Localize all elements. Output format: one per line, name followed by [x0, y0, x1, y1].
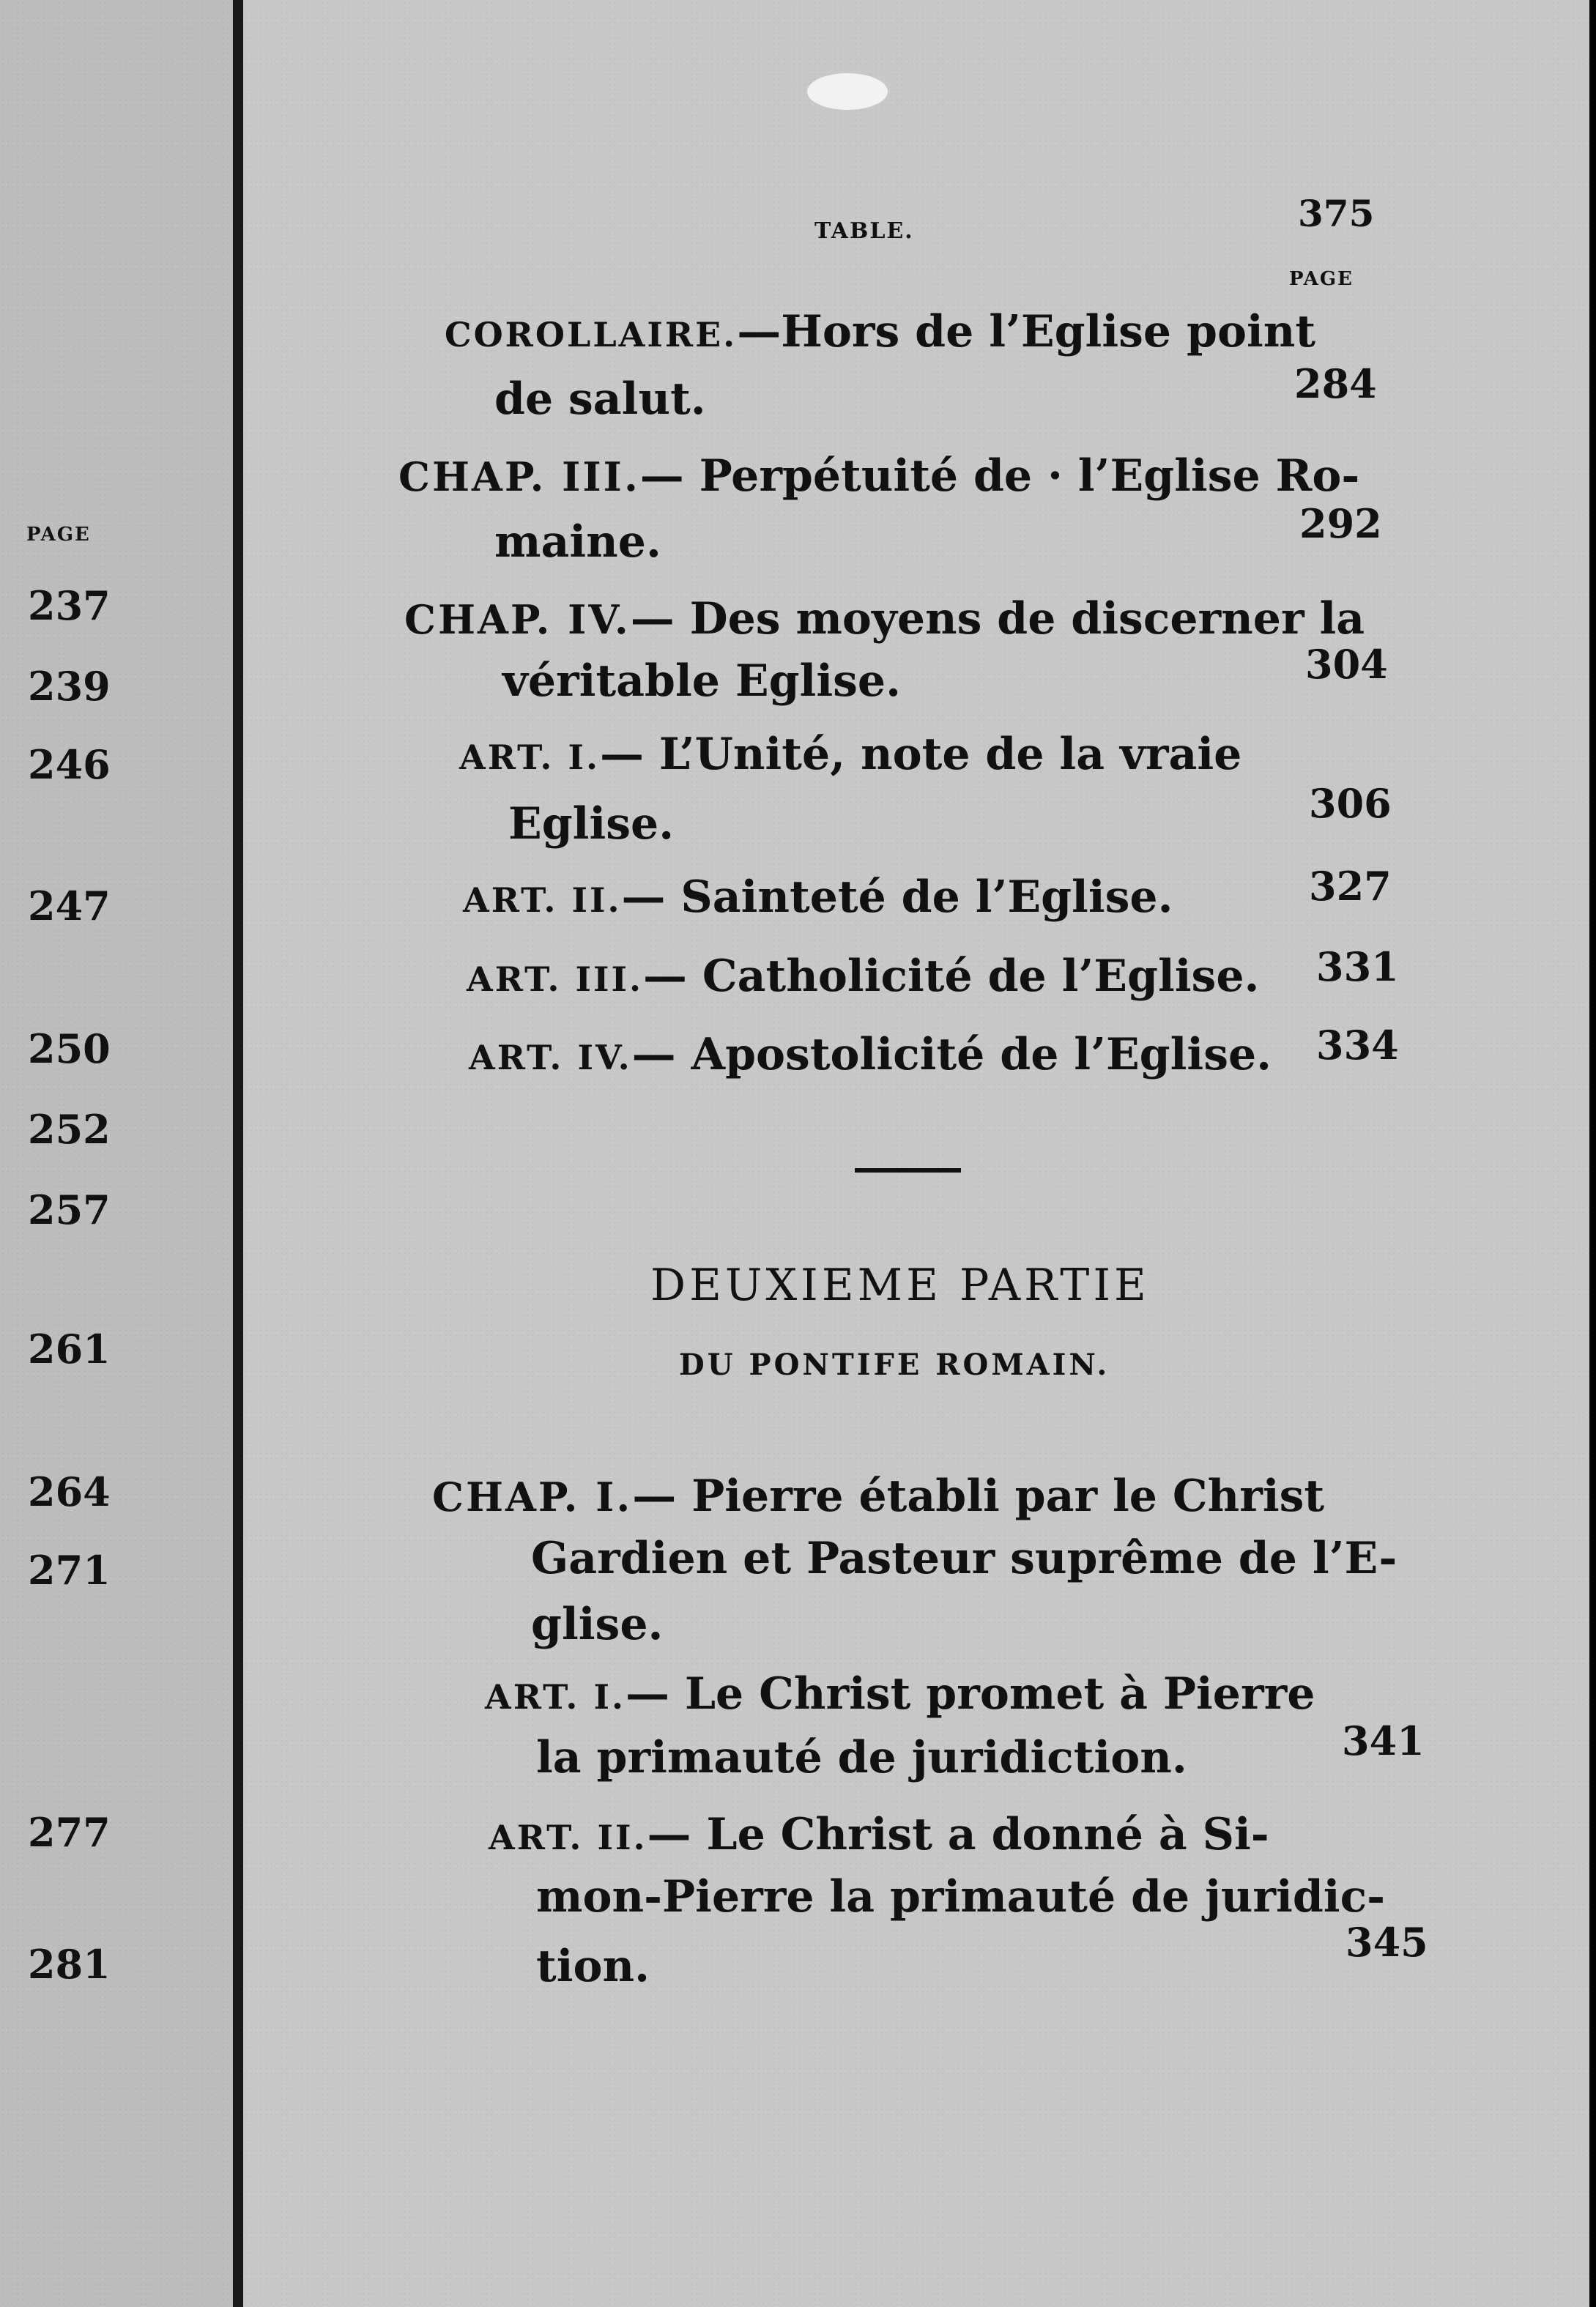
entry-title-continued: véritable Eglise.: [502, 655, 901, 707]
page-number: 375: [1298, 192, 1375, 235]
entry-page-number: 327: [1309, 863, 1392, 910]
part-heading: DEUXIEME PARTIE: [650, 1260, 1150, 1311]
toc-entry: [463, 872, 1173, 923]
left-page-number: 239: [28, 663, 111, 710]
part-subheading: DU PONTIFE ROMAIN.: [679, 1348, 1110, 1382]
left-page-number: 277: [28, 1809, 111, 1856]
toc-entry: [404, 593, 1365, 644]
entry-page-number: 284: [1294, 360, 1377, 407]
paper-blemish: [807, 73, 888, 110]
entry-lead: ART. II.: [463, 880, 622, 920]
entry-lead: CHAP. I.: [432, 1474, 633, 1520]
running-title: TABLE.: [814, 218, 914, 244]
toc-entry: [459, 729, 1241, 780]
left-page-number: 264: [28, 1468, 111, 1515]
entry-lead: ART. IV.: [469, 1038, 632, 1077]
entry-page-number: 304: [1305, 641, 1388, 688]
entry-title: — L’Unité, note de la vraie: [599, 729, 1242, 780]
left-page-number: 281: [28, 1941, 111, 1988]
entry-lead: ART. III.: [467, 959, 644, 999]
left-page-number: 271: [28, 1547, 111, 1594]
left-page-number: 246: [28, 741, 111, 788]
left-page-label: PAGE: [26, 524, 91, 546]
entry-lead: CHAP. IV.: [404, 596, 631, 643]
left-page-number: 257: [28, 1186, 111, 1233]
entry-title: — Sainteté de l’Eglise.: [621, 872, 1173, 923]
left-page-number: 237: [28, 582, 111, 629]
entry-title-continued: tion.: [536, 1941, 650, 1992]
entry-title: — Catholicité de l’Eglise.: [643, 951, 1260, 1002]
entry-title-continued: Gardien et Pasteur suprême de l’E-: [531, 1533, 1398, 1584]
toc-entry: [485, 1668, 1315, 1720]
left-page: [0, 0, 233, 2307]
toc-entry: [445, 306, 1315, 357]
entry-lead: COROLLAIRE.: [445, 315, 738, 354]
entry-title: — Le Christ a donné à Si-: [647, 1809, 1269, 1860]
left-page-number: 261: [28, 1326, 111, 1372]
page-column-label: PAGE: [1289, 268, 1354, 290]
entry-title-continued: glise.: [531, 1599, 664, 1650]
left-page-number: 250: [28, 1025, 111, 1072]
entry-title-continued: mon-Pierre la primauté de juridic-: [536, 1871, 1386, 1922]
entry-title: — Apostolicité de l’Eglise.: [631, 1029, 1272, 1080]
left-page-number: 252: [28, 1106, 111, 1153]
toc-entry: [398, 450, 1359, 502]
entry-page-number: 306: [1309, 780, 1392, 827]
entry-title: — Perpétuité de · l’Eglise Ro-: [639, 450, 1360, 502]
toc-entry: [469, 1029, 1272, 1080]
entry-lead: ART. I.: [459, 738, 600, 777]
entry-title: — Le Christ promet à Pierre: [625, 1668, 1315, 1720]
entry-title-continued: Eglise.: [508, 798, 675, 850]
toc-entry: [432, 1471, 1324, 1522]
entry-lead: CHAP. III.: [398, 453, 640, 500]
entry-title: —Hors de l’Eglise point: [737, 306, 1316, 357]
right-page: [243, 0, 1589, 2307]
toc-entry: [467, 951, 1259, 1002]
entry-lead: ART. I.: [485, 1677, 626, 1717]
entry-page-number: 334: [1316, 1022, 1399, 1069]
entry-page-number: 331: [1316, 943, 1399, 990]
book-gutter: [233, 0, 243, 2307]
entry-lead: ART. II.: [489, 1818, 647, 1857]
entry-page-number: 292: [1299, 500, 1382, 547]
entry-page-number: 345: [1346, 1919, 1428, 1966]
entry-title-continued: maine.: [494, 516, 661, 568]
section-divider: [855, 1168, 961, 1173]
entry-title: — Des moyens de discerner la: [630, 593, 1365, 644]
entry-title-continued: de salut.: [494, 374, 706, 425]
entry-title-continued: la primauté de juridiction.: [536, 1732, 1187, 1783]
toc-entry: [489, 1809, 1269, 1860]
entry-page-number: 341: [1342, 1717, 1425, 1764]
left-page-number: 247: [28, 883, 111, 929]
entry-title: — Pierre établi par le Christ: [632, 1471, 1325, 1522]
